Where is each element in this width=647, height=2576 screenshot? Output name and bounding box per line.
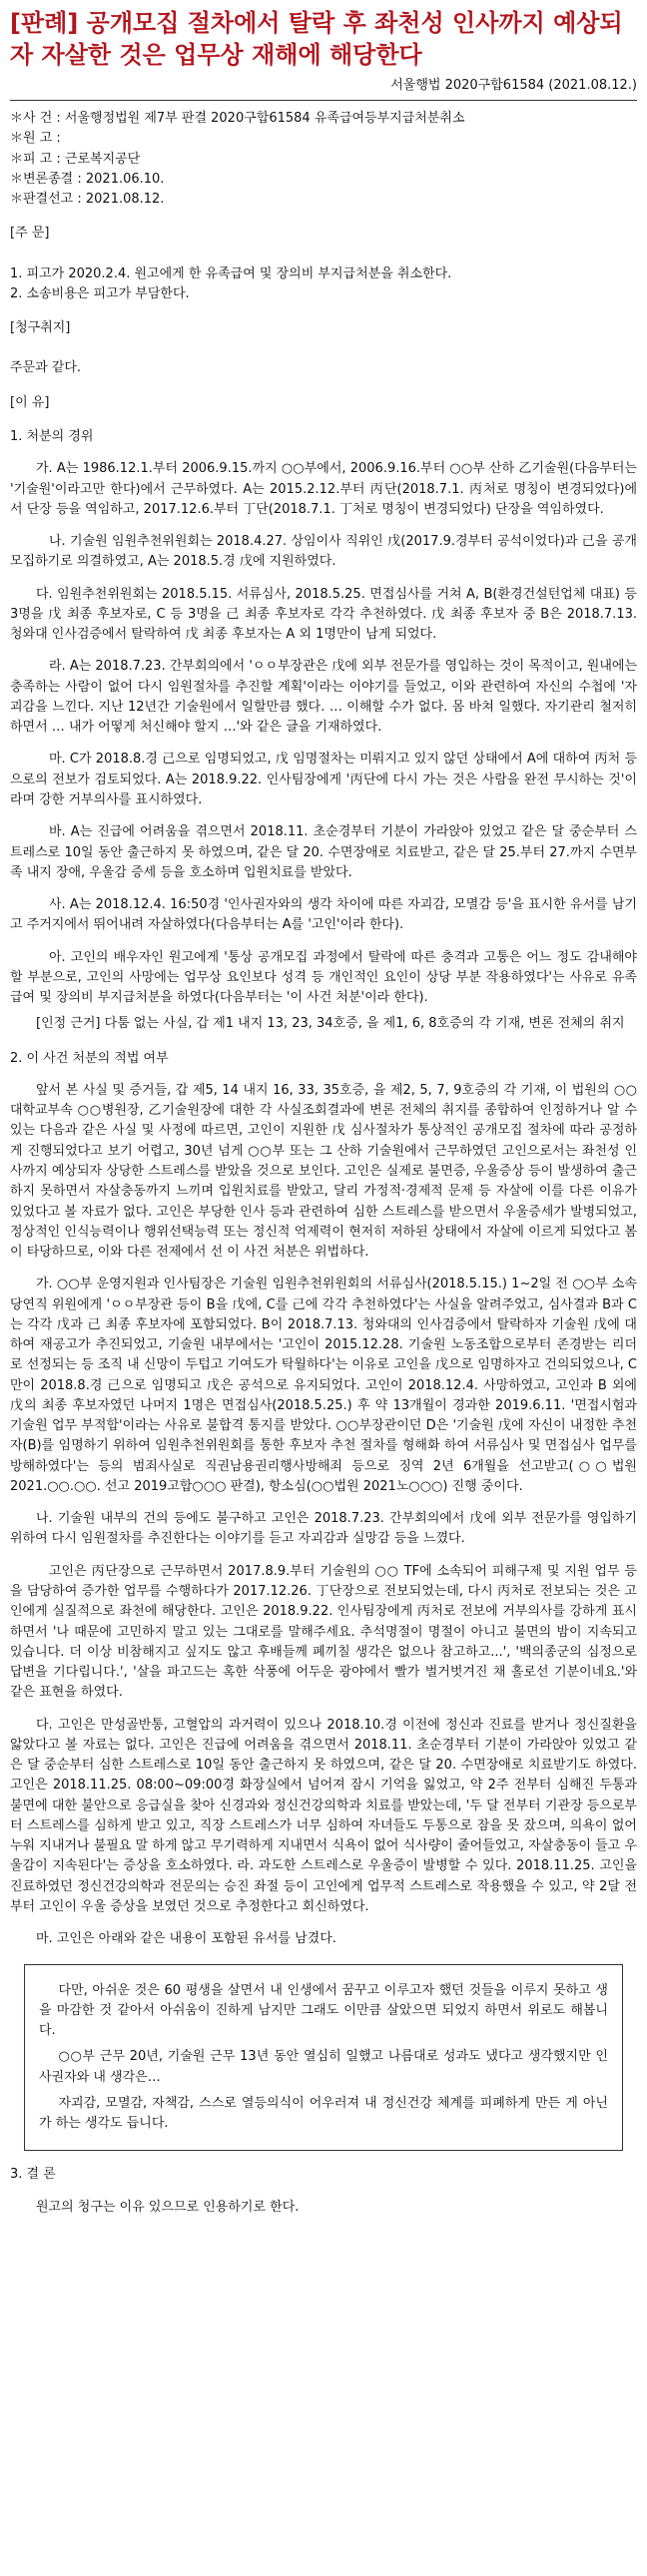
paragraph: 마. 고인은 아래와 같은 내용이 포함된 유서를 남겼다. xyxy=(36,1931,336,1947)
paragraph: 나. 기술원 임원추천위원회는 2018.4.27. 상임이사 직위인 戊(2017.9.경부터 공석이었다)과 己을 공개모집하기로 의결하였고, A는 2018.5.경 戊에 지원하였다. xyxy=(10,534,637,570)
case-meta xyxy=(10,109,637,210)
will-paragraph: 자괴감, 모멸감, 자책감, 스스로 열등의식이 어우러져 내 정신건강 체계를 피폐하게 만든 게 아닌가 하는 생각도 듭니다. xyxy=(39,2095,608,2132)
meta-case: ＊사 건 : 서울행정법원 제7부 판결 2020구합61584 유족급여등부지급처분취소 xyxy=(10,111,465,127)
paragraph: 가. ○○부 운영지원과 인사팀장은 기술원 임원추천위원회의 서류심사(2018.5.15.) 1~2일 전 ○○부 소속 당연직 위원에게 'ㅇㅇ부장관 등이 B을 戊에, C를 己에 각각 추천하였다'는 사실을 알려주었고, 심사결과 B과 C는 각각 戊과 己 최종 후보자에 포함되었다. B이 2018.7.13. 청와대의 인사검증에서 탈락하자 기술원 戊에 대하여 재공고가 추진되었고, 기술원 내부에서는 '고인이 2015.12.28. 기술원 노동조합으로부터 존경받는 리더로 선정되는 등 조직 내 신망이 두텁고 기여도가 탁월하다'는 이유로 고인을 戊으로 임명하자고 건의되었으나, C만이 2018.8.경 己으로 임명되고 戊은 공석으로 유지되었다. 고인이 2018.12.4. 사망하였고, 고인과 B 외에 戊의 최종 후보자였던 나머지 1명은 면접심사(2018.5.25.) 후 약 13개월이 경과한 2019.6.11. '면접시험과 기술원 업무 부적합'이라는 사유로 불합격 통지를 받았다. ○○부장관이던 D은 '기술원 戊에 자신이 내정한 추천자(B)를 임명하기 위하여 임원추천위원회를 통한 후보자 추천 절차를 형해화 하여 서류심사 및 면접심사 업무를 방해하였다'는 등의 범죄사실로 직권남용권리행사방해죄 등으로 징역 2년 6개월을 선고받고(○○법원 2021.○○.○○. 선고 2019고합○○○ 판결), 항소심(○○법원 2021노○○○) 진행 중이다. xyxy=(10,1277,637,1494)
meta-defendant: ＊피 고 : 근로복지공단 xyxy=(10,151,141,167)
case-reference: 서울행법 2020구합61584 (2021.08.12.) xyxy=(10,76,637,101)
claim-label: [청구취지] xyxy=(10,320,71,336)
paragraph: 아. 고인의 배우자인 원고에게 '통상 공개모집 과정에서 탈락에 따른 충격과 고통은 어느 정도 감내해야 할 부분으로, 고인의 사망에는 업무상 요인보다 성격 등 개인적인 요인이 상당 부분 작용하였다'는 사유로 유족급여 및 장의비 부지급처분을 하였다(다음부터는 '이 사건 처분'이라 한다). xyxy=(10,949,637,1006)
paragraph: 마. C가 2018.8.경 己으로 임명되었고, 戊 임명절차는 미뤄지고 있지 않던 상태에서 A에 대하여 丙처 등으로의 전보가 검토되었다. A는 2018.9.22. 인사팀장에게 '丙단에 다시 가는 것은 사람을 완전 무시하는 것'이라며 강한 거부의사를 표시하였다. xyxy=(10,752,637,807)
meta-hearing-end: ＊변론종결 : 2021.06.10. xyxy=(10,171,165,187)
basis-text: [인정 근거] 다툼 없는 사실, 갑 제1 내지 13, 23, 34호증, 을 제1, 6, 8호증의 각 기재, 변론 전체의 취지 xyxy=(36,1016,625,1032)
claim-text: 주문과 같다. xyxy=(10,360,82,376)
section-heading: 2. 이 사건 처분의 적법 여부 xyxy=(10,1050,169,1066)
will-quote-box xyxy=(24,1964,623,2152)
page-title: [판례] 공개모집 절차에서 탈락 후 좌천성 인사까지 예상되자 자살한 것은 업무상 재해에 해당한다 xyxy=(10,9,623,69)
paragraph: 바. A는 진급에 어려움을 겪으면서 2018.11. 초순경부터 기분이 가라앉아 있었고 같은 달 중순부터 스트레스로 10일 동안 출근하지 못 하였으며, 같은 달 20. 수면장애로 치료받고, 같은 달 25.부터 27.까지 수면부족 내지 장애, 우울감 증세 등을 호소하며 입원치료를 받았다. xyxy=(10,824,637,880)
paragraph: 가. A는 1986.12.1.부터 2006.9.15.까지 ○○부에서, 2006.9.16.부터 ○○부 산하 乙기술원(다음부터는 '기술원'이라고만 한다)에서 근무하였다. A는 2015.2.12.부터 丙단(2018.7.1. 丙처로 명칭이 변경되었다)에서 단장 등을 역임하고, 2017.12.6.부터 丁단(2018.7.1. 丁처로 명칭이 변경되었다) 단장을 역임하였다. xyxy=(10,461,637,517)
meta-plaintiff: ＊원 고 : xyxy=(10,131,61,147)
paragraph: 사. A는 2018.12.4. 16:50경 '인사권자와의 생각 차이에 따른 자괴감, 모멸감 등'을 표시한 유서를 남기고 주거지에서 뛰어내려 자살하였다(다음부터는 A를 '고인'이라 한다). xyxy=(10,897,637,933)
paragraph: 다. 고인은 만성골반통, 고혈압의 과거력이 있으나 2018.10.경 이전에 정신과 진료를 받거나 정신질환을 앓았다고 볼 자료는 없다. 고인은 진급에 어려움을 겪으면서 2018.11. 초순경부터 기분이 가라앉아 있었고 같은 달 중순부터 심한 스트레스로 10일 동안 출근하지 못 하였으며, 같은 달 20. 수면장애로 치료받기도 하였다. 고인은 2018.11.25. 08:00~09:00경 화장실에서 넘어져 잠시 기억을 잃었고, 약 2주 전부터 심해진 두통과 불면에 대한 불안으로 응급실을 찾아 신경과와 정신건강의학과 치료를 받았는데, '두 달 전부터 기관장 등으로부터 스트레스를 심하게 받고 있고, 직장 스트레스가 너무 심하여 자녀들도 두통으로 잠을 못 잤으며, 의욕이 없어 누워 지내거나 불필요 말 하게 않고 무기력하게 지내면서 식욕이 없어 식사량이 줄어들었고, 자살충동이 들고 우울감이 지속된다'는 증상을 호소하였다. 라. 과도한 스트레스로 우울증이 발병할 수 있다. 2018.11.25. 고인을 진료하였던 정신건강의학과 전문의는 승진 좌절 등이 고인에게 업무적 스트레스로 작용했을 수 있고, 약 2달 전부터 고인이 우울 증상을 보였던 것으로 추정한다고 회신하였다. xyxy=(10,1717,637,1914)
paragraph: 고인은 丙단장으로 근무하면서 2017.8.9.부터 기술원의 ○○ TF에 소속되어 피해구제 및 지원 업무 등을 담당하여 증가한 업무를 수행하다가 2017.12.26. 丁단장으로 전보되었는데, 다시 丙처로 전보되는 것은 고인에게 실질적으로 좌천에 해당한다. 고인은 2018.9.22. 인사팀장에게 丙처로 전보에 거부의사를 강하게 표시하면서 '나 때문에 고민하지 말고 있는 그대로를 말해주세요. 추석명절이 명절이 아니고 불면의 밤이 지속되고 있습니다. 더 이상 비참해지고 싶지도 않고 후배들께 폐끼칠 생각은 없으나 참고하고...', '백의종군의 심정으로 답변을 기다립니다.', '살을 파고드는 혹한 삭풍에 어두운 광야에서 빨가 벌거벗겨진 채 홀로선 기분이네요.'와 같은 표현을 하였다. xyxy=(10,1563,637,1701)
order-item: 1. 피고가 2020.2.4. 원고에게 한 유족급여 및 장의비 부지급처분을 취소한다. xyxy=(10,265,452,281)
section-heading: 1. 처분의 경위 xyxy=(10,429,94,444)
will-paragraph: 다만, 아쉬운 것은 60 평생을 살면서 내 인생에서 꿈꾸고 이루고자 했던 것들을 이루지 못하고 생을 마감한 것 같아서 아쉬움이 진하게 남지만 그래도 이만큼 살았으면 되었지 하면서 위로도 해봅니다. xyxy=(39,1982,608,2039)
paragraph: 나. 기술원 내부의 건의 등에도 불구하고 고인은 2018.7.23. 간부회의에서 戊에 외부 전문가를 영입하기 위하여 다시 임원절차를 추진한다는 이야기를 듣고 자괴감과 실망감 등을 느꼈다. xyxy=(10,1511,637,1547)
paragraph: 라. A는 2018.7.23. 간부회의에서 'ㅇㅇ부장관은 戊에 외부 전문가를 영입하는 것이 목적이고, 원내에는 충족하는 사람이 없어 다시 임원절차를 추진할 계획'이라는 이야기를 들었고, 이와 관련하여 자신의 수첩에 '자괴감을 느낀다. 지난 12년간 기술원에서 일할만큼 했다. … 이해할 수가 없다. 몸 바쳐 일했다. 자기관리 철저히 하면서 … 내가 어떻게 처신해야 할지 …'와 같은 글을 기재하였다. xyxy=(10,659,638,736)
section-heading: 3. 결 론 xyxy=(10,2167,56,2183)
conclusion-text: 원고의 청구는 이유 있으므로 인용하기로 한다. xyxy=(36,2199,300,2215)
order-item: 2. 소송비용은 피고가 부담한다. xyxy=(10,285,190,301)
paragraph: 다. 임원추천위원회는 2018.5.15. 서류심사, 2018.5.25. 면접심사를 거쳐 A, B(환경건설턴업체 대표) 등 3명을 戊 최종 후보자로, C 등 3명을 己 최종 후보자로 각각 추천하였다. 戊 최종 후보자 중 B은 2018.7.13. 청와대 인사검증에서 탈락하여 戊 최종 후보자는 A 외 1명만이 남게 되었다. xyxy=(10,586,637,643)
paragraph: 앞서 본 사실 및 증거들, 갑 제5, 14 내지 16, 33, 35호증, 을 제2, 5, 7, 9호증의 각 기재, 이 법원의 ○○대학교부속 ○○병원장, 乙기술원장에 대한 각 사실조회결과에 변론 전체의 취지를 종합하여 인정하거나 알 수 있는 다음과 같은 사실 및 사정에 따르면, 고인이 지원한 戊 심사절차가 통상적인 공개모집 절차에 따라 공정하게 진행되었다고 보기 어렵고, 30년 넘게 ○○부 또는 그 산하 기술원에서 근무하였던 고인으로서는 좌천성 인사까지 예상되자 상당한 스트레스를 받았을 것으로 보인다. 고인은 실제로 불면증, 우울증상 등이 발생하여 출근하지 못하면서 자살충동까지 느끼며 입원치료를 받았고, 달리 가정적·경제적 문제 등 자살에 이를 다른 이유가 있었다고 볼 자료가 없다. 고인은 부당한 인사 등과 관련하여 심한 스트레스를 받으면서 우울증세가 발병되었고, 정상적인 인식능력이나 행위선택능력 또는 정신적 억제력이 현저히 저하된 상태에서 자살에 이르게 되었다고 봄이 타당하므로, 이와 다른 전제에서 선 이 사건 처분은 위법하다. xyxy=(10,1082,637,1261)
reason-label: [이 유] xyxy=(10,394,50,410)
meta-judgment-date: ＊판결선고 : 2021.08.12. xyxy=(10,192,165,208)
order-label: [주 문] xyxy=(10,226,50,242)
will-paragraph: ○○부 근무 20년, 기술원 근무 13년 동안 열심히 일했고 나름대로 성과도 냈다고 생각했지만 인사권자와 내 생각은… xyxy=(39,2049,608,2085)
